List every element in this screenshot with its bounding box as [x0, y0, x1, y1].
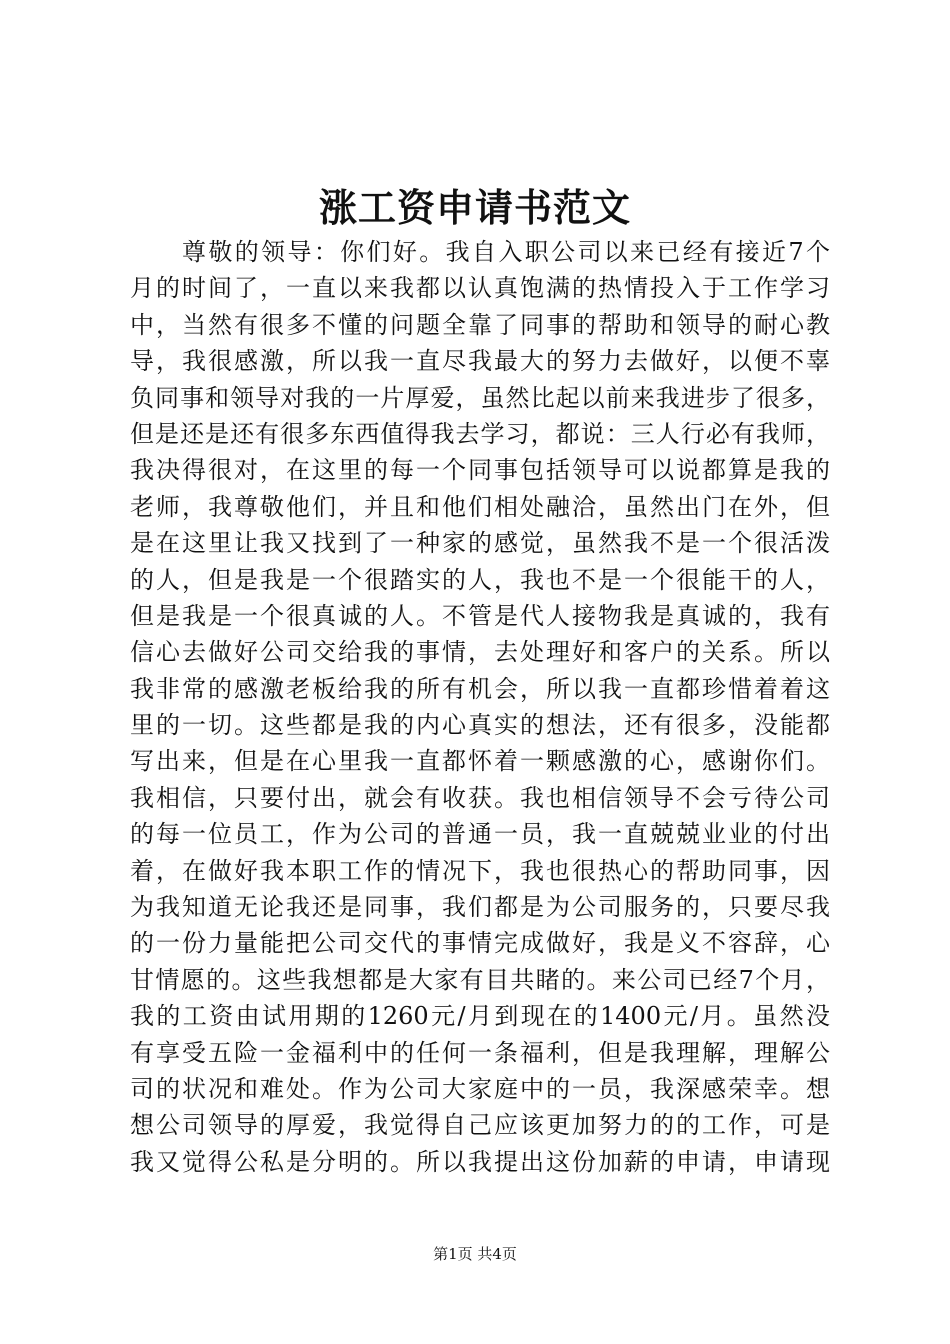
- body-line: 但是还是还有很多东西值得我去学习，都说：三人行必有我师，: [130, 419, 830, 448]
- body-line: 的人，但是我是一个很踏实的人，我也不是一个很能干的人，: [130, 565, 830, 594]
- body-line: 为我知道无论我还是同事，我们都是为公司服务的，只要尽我: [130, 893, 830, 922]
- body-line: 司的状况和难处。作为公司大家庭中的一员，我深感荣幸。想: [130, 1074, 830, 1103]
- body-line: 我的工资由试用期的1260元/月到现在的1400元/月。虽然没: [130, 1002, 830, 1031]
- body-line: 信心去做好公司交给我的事情，去处理好和客户的关系。所以: [130, 638, 830, 667]
- body-line: 月的时间了，一直以来我都以认真饱满的热情投入于工作学习: [130, 274, 830, 303]
- body-line: 甘情愿的。这些我想都是大家有目共睹的。来公司已经7个月，: [130, 965, 830, 994]
- body-line: 的每一位员工，作为公司的普通一员，我一直兢兢业业的付出: [130, 820, 830, 849]
- document-body: [130, 234, 830, 1184]
- body-line: 写出来，但是在心里我一直都怀着一颗感激的心，感谢你们。: [130, 747, 830, 776]
- body-line: 我非常的感激老板给我的所有机会，所以我一直都珍惜着着这: [130, 674, 830, 703]
- body-line: 里的一切。这些都是我的内心真实的想法，还有很多，没能都: [130, 711, 830, 740]
- body-line: 尊敬的领导：你们好。我自入职公司以来已经有接近7个: [182, 238, 830, 266]
- body-line: [130, 1180, 830, 1184]
- body-line: 导，我很感激，所以我一直尽我最大的努力去做好，以便不辜: [130, 347, 830, 376]
- body-line: 我又觉得公私是分明的。所以我提出这份加薪的申请，申请现: [130, 1147, 830, 1176]
- body-line: 负同事和领导对我的一片厚爱，虽然比起以前来我进步了很多，: [130, 383, 830, 412]
- body-line: 有享受五险一金福利中的任何一条福利，但是我理解，理解公: [130, 1038, 830, 1067]
- body-line: 的一份力量能把公司交代的事情完成做好，我是义不容辞，心: [130, 929, 830, 958]
- body-line: 老师，我尊敬他们，并且和他们相处融洽，虽然出门在外，但: [130, 492, 830, 521]
- page-title: 涨工资申请书范文: [318, 185, 631, 230]
- body-line: 但是我是一个很真诚的人。不管是代人接物我是真诚的，我有: [130, 601, 830, 630]
- body-line: 我决得很对，在这里的每一个同事包括领导可以说都算是我的: [130, 456, 830, 485]
- body-line: 我相信，只要付出，就会有收获。我也相信领导不会亏待公司: [130, 783, 830, 812]
- body-line: 想公司领导的厚爱，我觉得自己应该更加努力的的工作，可是: [130, 1111, 830, 1140]
- body-line: 是在这里让我又找到了一种家的感觉，虽然我不是一个很活泼: [130, 529, 830, 558]
- page-footer: 第1页 共4页: [433, 1245, 517, 1263]
- body-line: 中，当然有很多不懂的问题全靠了同事的帮助和领导的耐心教: [130, 310, 830, 339]
- body-line: 着，在做好我本职工作的情况下，我也很热心的帮助同事，因: [130, 856, 830, 885]
